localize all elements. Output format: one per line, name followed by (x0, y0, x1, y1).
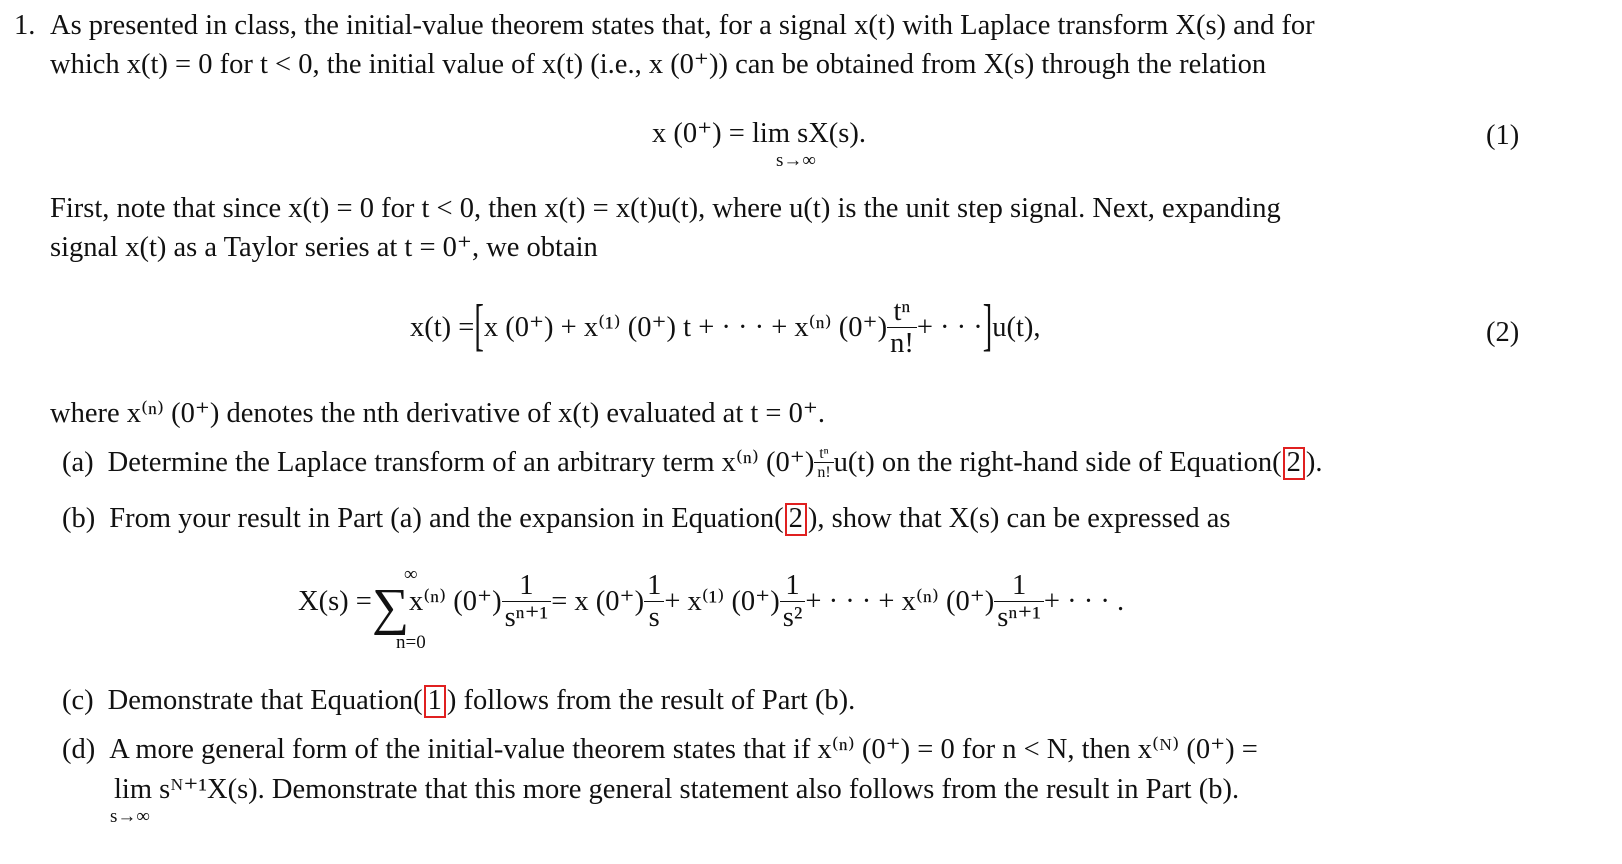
equation-1: x (0⁺) = lim sX(s). (652, 118, 866, 149)
equation-1-link[interactable]: 1 (424, 685, 446, 718)
equation-2-number: (2) (1486, 317, 1520, 348)
summation-upper-limit: ∞ (404, 564, 418, 585)
part-d-limit-subscript: s→∞ (110, 806, 150, 827)
where-line: where x⁽ⁿ⁾ (0⁺) denotes the nth derivative of x(t) evaluated at t = 0⁺. (50, 398, 826, 429)
equation-2-link[interactable]: 2 (1283, 447, 1305, 480)
part-d-line-2: lim sᴺ⁺¹X(s). Demonstrate that this more general statement also follows from the result in Part (b). (114, 774, 1240, 805)
part-d-label: (d) (62, 734, 96, 765)
summation-symbol: ∑ (371, 579, 409, 636)
part-c-label: (c) (62, 685, 94, 716)
equation-2: x(t) = [ x (0⁺) + x⁽¹⁾ (0⁺) t + · · · + x⁽ⁿ⁾ (0⁺) $\frac{\text{tⁿ}}{n!}$ + · · · ] u(t), (410, 295, 1041, 359)
left-bracket: [ (474, 295, 484, 358)
paragraph-2-line-1: First, note that since x(t) = 0 for t < 0, then x(t) = x(t)u(t), where u(t) is the unit step signal. Next, expanding (50, 193, 1281, 224)
equation-2-link[interactable]: 2 (785, 503, 807, 536)
part-b-label: (b) (62, 503, 96, 534)
paragraph-2-line-2: signal x(t) as a Taylor series at t = 0⁺, we obtain (50, 232, 598, 263)
right-bracket: ] (982, 295, 993, 358)
equation-2-fraction: $\frac{\text{tⁿ}}{n!}$ (887, 298, 917, 358)
intro-line-1: As presented in class, the initial-value theorem states that, for a signal x(t) with Laplace transform X(s) and for (50, 10, 1315, 41)
summation-lower-limit: n=0 (396, 632, 426, 653)
part-a-fraction: $\frac{\text{tⁿ}}{n!}$ (814, 446, 833, 481)
part-b: (b) From your result in Part (a) and the expansion in Equation ( 2 ), show that X(s) can be expressed as (62, 503, 1231, 534)
equation-1-limit-subscript: s→∞ (776, 150, 816, 171)
part-d (62, 736, 1258, 765)
intro-line-2: which x(t) = 0 for t < 0, the initial value of x(t) (i.e., x (0⁺)) can be obtained from X(s) through the relation (50, 49, 1267, 80)
part-a: (a) Determine the Laplace transform of an arbitrary term x⁽ⁿ⁾ (0⁺) $\frac{\text{tⁿ}}{n!}$ u(t) on the right-hand side of Equation ( 2 ). (62, 445, 1323, 481)
equation-1-number: (1) (1486, 120, 1520, 151)
part-c: (c) Demonstrate that Equation ( 1 ) follows from the result of Part (b). (62, 685, 856, 716)
equation-3: X(s) = ∑ x⁽ⁿ⁾ (0⁺) $\frac{1}{\text{sⁿ⁺¹}}$ = x (0⁺) $\frac{1}{s}$ + x⁽¹⁾ (0⁺) $\frac{1}{\text{s²}}$ + · · · + x⁽ⁿ⁾ (0⁺) $\frac{1}{\text{sⁿ⁺¹}}$ + · · · . (298, 570, 1125, 636)
part-d-line-1: A more general form of the initial-value theorem states that if x⁽ⁿ⁾ (0⁺) = 0 for n < N, then x⁽ᴺ⁾ (0⁺) = (109, 734, 1258, 765)
part-a-label: (a) (62, 447, 94, 479)
problem-number: 1. (14, 10, 36, 41)
